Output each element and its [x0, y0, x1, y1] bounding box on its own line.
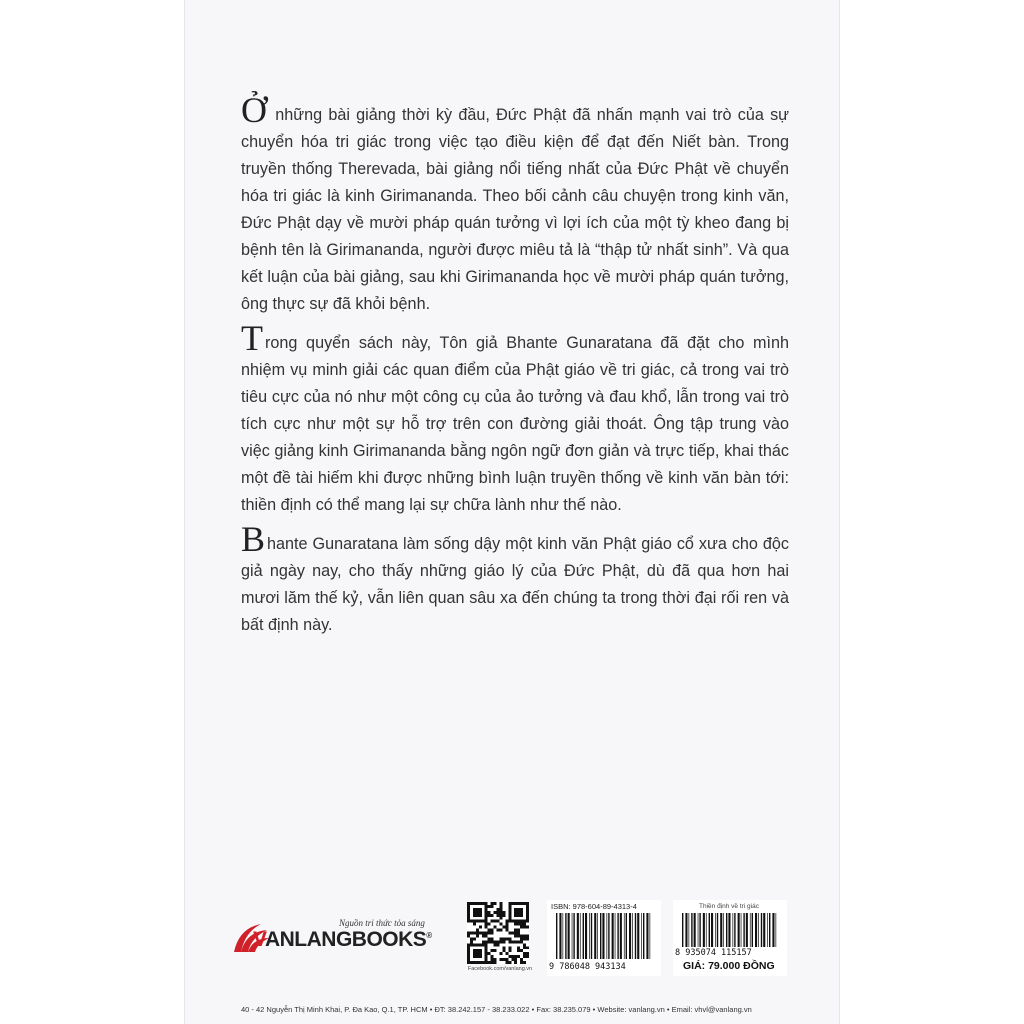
footer-website: Website: vanlang.vn [597, 1005, 665, 1014]
dropcap-1: Ở [241, 90, 267, 130]
footer-address: 40 - 42 Nguyễn Thị Minh Khai, P. Đa Kao, Q.1, TP. HCM [241, 1005, 428, 1014]
dropcap-3: B [241, 519, 266, 559]
footer-fax: Fax: 38.235.079 [536, 1005, 591, 1014]
paragraph-1-text: những bài giảng thời kỳ đầu, Đức Phật đã nhấn mạnh vai trò của sự chuyển hóa tri giác trong việc tạo điều kiện để đạt đến Niết bàn. Trong truyền thống Therevada, bài giảng nổi tiếng nhất của Đức Phật về chuyển hóa tri giác là kinh Girimananda. Theo bối cảnh câu chuyện trong kinh văn, Đức Phật dạy về mười pháp quán tưởng vì lợi ích của một tỳ kheo đang bị bệnh tên là Girimananda, người được miêu tả là “thập tử nhất sinh”. Và qua kết luận của bài giảng, sau khi Girimananda học về mười pháp quán tưởng, ông thực sự đã khỏi bệnh. [241, 106, 789, 313]
paragraph-1 [241, 90, 789, 318]
isbn-label: ISBN: 978-604-89-4313-4 [551, 902, 637, 911]
footer-phone: ĐT: 38.242.157 - 38.233.022 [434, 1005, 530, 1014]
paragraph-2 [241, 318, 789, 519]
paragraph-2-text: rong quyển sách này, Tôn giả Bhante Gunaratana đã đặt cho mình nhiệm vụ minh giải các quan điểm của Phật giáo về tri giác, cả trong vai trò tiêu cực của nó như một công cụ của ảo tưởng và đau khổ, lẫn trong vai trò tích cực như một sự hỗ trợ trên con đường giải thoát. Ông tập trung vào việc giảng kinh Girimananda bằng ngôn ngữ đơn giản và trực tiếp, khai thác một đề tài hiếm khi được những bình luận truyền thống về kinh văn bàn tới: thiền định có thể mang lại sự chữa lành như thế nào. [241, 334, 789, 514]
qr-code [467, 902, 529, 964]
publisher-tagline: Nguồn tri thức tỏa sáng [339, 918, 425, 928]
publisher-footer [241, 1005, 801, 1014]
isbn-number: 9 786048 943134 [549, 962, 626, 972]
paragraph-3-text: hante Gunaratana làm sống dậy một kinh văn Phật giáo cổ xưa cho độc giả ngày nay, cho thấy những giáo lý của Đức Phật, dù đã qua hơn hai mươi lăm thế kỷ, vẫn liên quan sâu xa đến chúng ta trong thời đại rối ren và bất định này. [241, 535, 789, 634]
publisher-wordmark: VANLANGBOOKS® [253, 928, 432, 951]
dropcap-2: T [241, 318, 263, 358]
product-number: 8 935074 115157 [675, 948, 752, 958]
back-cover-text [241, 90, 789, 649]
footer-separator: • [429, 1005, 433, 1014]
footer-separator: • [666, 1005, 670, 1014]
footer-separator: • [531, 1005, 535, 1014]
book-back-cover [184, 0, 840, 1024]
isbn-barcode [554, 913, 654, 959]
footer-email: Email: vhvl@vanlang.vn [671, 1005, 752, 1014]
price-label: GIÁ: 79.000 ĐỒNG [683, 960, 775, 972]
product-barcode [680, 913, 780, 947]
qr-caption: Facebook.com/vanlang.vn [467, 966, 533, 972]
footer-separator: • [592, 1005, 596, 1014]
publisher-logo [231, 918, 446, 970]
paragraph-3 [241, 519, 789, 639]
barcode-book-title: Thiền định về tri giác [699, 903, 759, 910]
